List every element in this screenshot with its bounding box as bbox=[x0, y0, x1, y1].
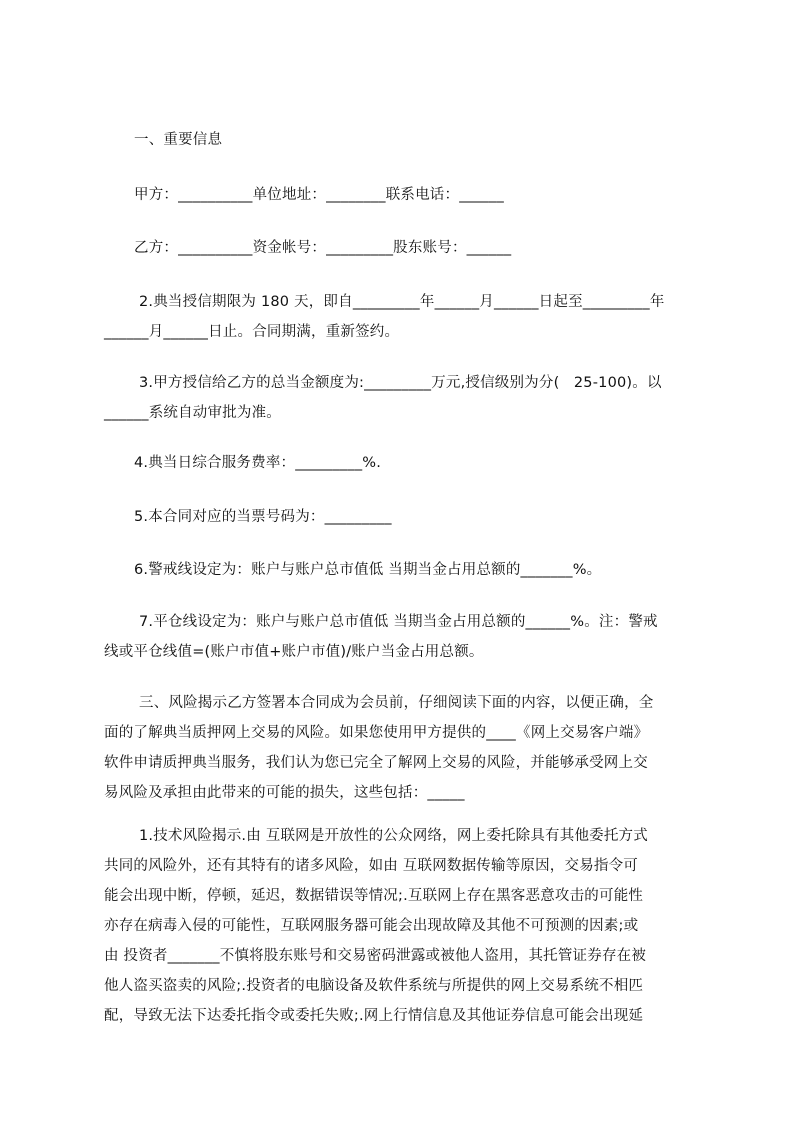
tech-risk-line-2: 共同的风险外，还有其特有的诸多风险，如由 互联网数据传输等原因，交易指令可 bbox=[104, 858, 639, 874]
clause-5-text: 5.本合同对应的当票号码为：_________ bbox=[134, 509, 392, 525]
clause-7-liquidation-line bbox=[104, 607, 704, 667]
technical-risk-disclosure bbox=[104, 821, 704, 1031]
risk-line-1: 三、风险揭示乙方签署本合同成为会员前，仔细阅读下面的内容，以便正确，全 bbox=[139, 695, 654, 711]
clause-7-line-2: 线或平仓线值=(账户市值+账户市值)/账户当金占用总额。 bbox=[104, 644, 484, 660]
clause-2-line-2: ______月______日止。合同期满，重新签约。 bbox=[104, 324, 400, 340]
risk-line-3: 软件申请质押典当服务，我们认为您已完全了解网上交易的风险，并能够承受网上交 bbox=[104, 755, 648, 771]
party-a-text: 甲方：__________单位地址：________联系电话：______ bbox=[134, 187, 504, 203]
risk-line-4: 易风险及承担由此带来的可能的损失，这些包括：_____ bbox=[104, 785, 465, 801]
heading-text: 一、重要信息 bbox=[134, 132, 223, 148]
clause-3-line-1: 3.甲方授信给乙方的总当金额度为:_________万元,授信级别为分( 25-100)。以 bbox=[139, 375, 662, 391]
tech-risk-line-1: 1.技术风险揭示.由 互联网是开放性的公众网络，网上委托除具有其他委托方式 bbox=[139, 828, 648, 844]
tech-risk-line-7: 配，导致无法下达委托指令或委托失败;.网上行情信息及其他证券信息可能会出现延 bbox=[104, 1008, 644, 1024]
clause-7-line-1: 7.平仓线设定为：账户与账户总市值低 当期当金占用总额的______%。注：警戒 bbox=[139, 614, 658, 630]
section-heading-important-info bbox=[104, 125, 734, 155]
tech-risk-line-6: 他人盗买盗卖的风险;.投资者的电脑设备及软件系统与所提供的网上交易系统不相匹 bbox=[104, 978, 644, 994]
clause-5-ticket-number bbox=[104, 502, 734, 532]
clause-6-text: 6.警戒线设定为：账户与账户总市值低 当期当金占用总额的_______%。 bbox=[134, 562, 602, 578]
tech-risk-line-3: 能会出现中断，停顿，延迟，数据错误等情况;.互联网上存在黑客恶意攻击的可能性 bbox=[104, 888, 644, 904]
clause-3-credit-amount bbox=[104, 368, 704, 428]
risk-line-2: 面的了解典当质押网上交易的风险。如果您使用甲方提供的____《网上交易客户端》 bbox=[104, 725, 649, 741]
clause-6-warning-line bbox=[104, 555, 734, 585]
section-risk-disclosure bbox=[104, 688, 704, 808]
clause-3-line-2: ______系统自动审批为准。 bbox=[104, 405, 281, 421]
clause-2-line-1: 2.典当授信期限为 180 天，即自_________年______月______日起至_________年 bbox=[139, 294, 665, 310]
tech-risk-line-5: 由 投资者_______不慎将股东账号和交易密码泄露或被他人盗用，其托管证券存在被 bbox=[104, 948, 647, 964]
clause-2-term bbox=[104, 287, 704, 347]
clause-4-text: 4.典当日综合服务费率：_________%. bbox=[134, 455, 382, 471]
party-b-text: 乙方：__________资金帐号：_________股东账号：______ bbox=[134, 240, 512, 256]
party-b-line bbox=[104, 233, 734, 263]
clause-4-service-fee bbox=[104, 448, 734, 478]
tech-risk-line-4: 亦存在病毒入侵的可能性，互联网服务器可能会出现故障及其他不可预测的因素;或 bbox=[104, 918, 639, 934]
party-a-line bbox=[104, 180, 734, 210]
